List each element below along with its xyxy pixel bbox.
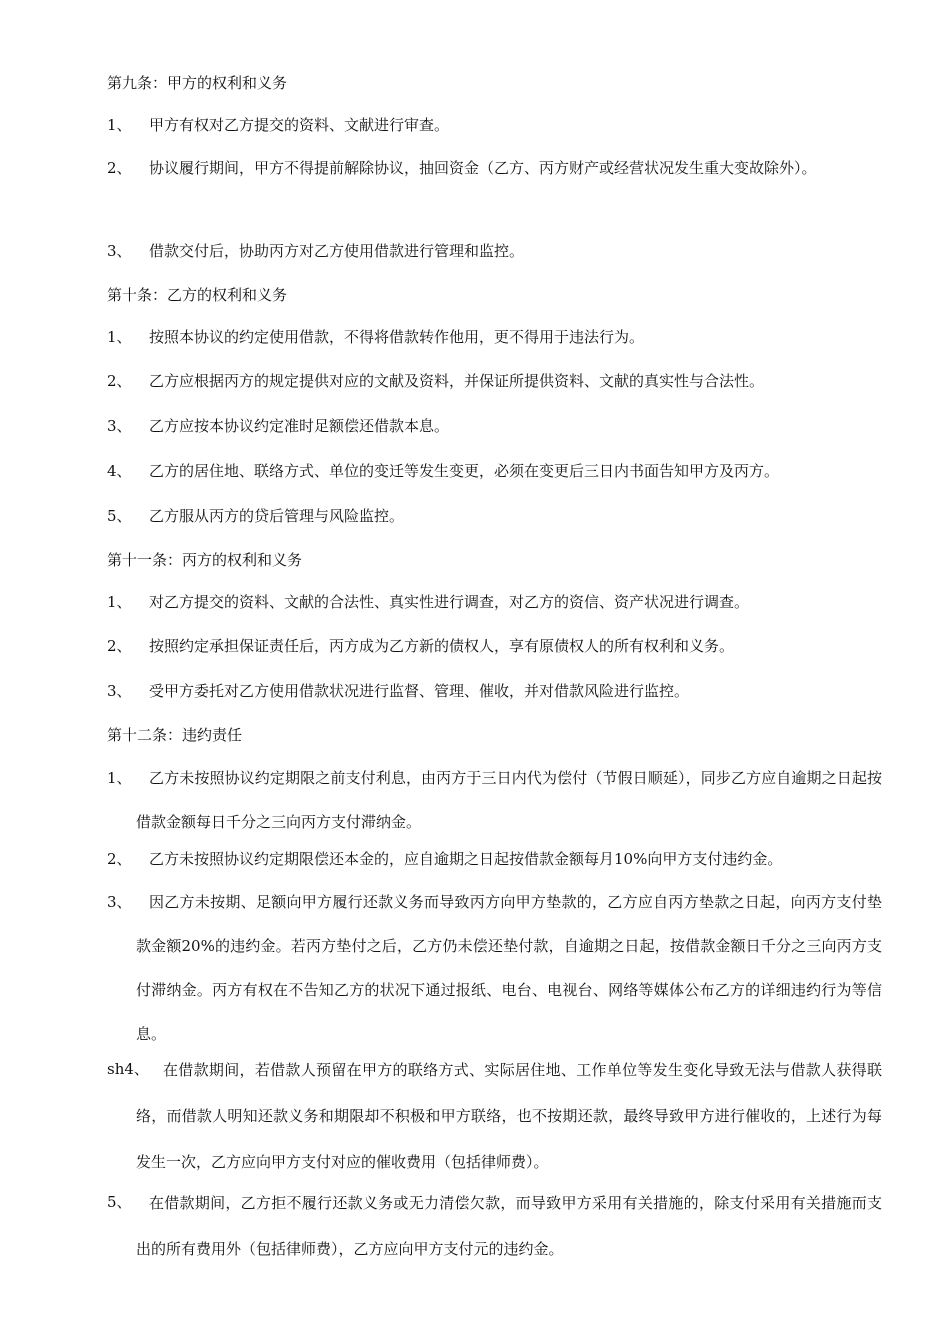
- article-11-item-2: [107, 635, 882, 657]
- article-10-item-3: [107, 415, 882, 437]
- article-10-heading: 第十条：乙方的权利和义务: [107, 286, 288, 304]
- item-number: 3、: [107, 242, 132, 260]
- item-text: 在借款期间，乙方拒不履行还款义务或无力清偿欠款，而导致甲方采用有关措施的，除支付采用有关措施而支出的所有费用外（包括律师费），乙方应向甲方支付元的违约金。: [136, 1194, 882, 1258]
- item-number: 3、: [107, 682, 132, 700]
- item-number: 1、: [107, 769, 132, 787]
- item-text: 乙方未按照协议约定期限偿还本金的，应自逾期之日起按借款金额每月10%向甲方支付违约金。: [149, 850, 783, 868]
- article-11-heading: 第十一条：丙方的权利和义务: [107, 551, 303, 569]
- article-10-item-4: [107, 460, 882, 482]
- article-10-item-5: [107, 505, 882, 527]
- item-number: 2、: [107, 637, 132, 655]
- item-text: 甲方有权对乙方提交的资料、文献进行审查。: [149, 116, 450, 134]
- item-text: 按照本协议的约定使用借款，不得将借款转作他用，更不得用于违法行为。: [149, 328, 645, 346]
- item-text: 乙方应根据丙方的规定提供对应的文献及资料，并保证所提供资料、文献的真实性与合法性。: [149, 372, 765, 390]
- article-11-item-3: [107, 680, 882, 702]
- article-9-item-2: [107, 146, 882, 190]
- article-12-item-2: [107, 848, 882, 870]
- article-12-item-4: [107, 1047, 882, 1185]
- item-number: 5、: [107, 1193, 132, 1211]
- item-text: 受甲方委托对乙方使用借款状况进行监督、管理、催收，并对借款风险进行监控。: [149, 682, 690, 700]
- article-9-item-3: [107, 240, 882, 262]
- item-number: 2、: [107, 372, 132, 390]
- item-number: 5、: [107, 507, 132, 525]
- item-number: 3、: [107, 893, 132, 911]
- article-12-heading: 第十二条：违约责任: [107, 726, 243, 744]
- item-number: 1、: [107, 593, 132, 611]
- article-10-item-1: [107, 326, 882, 348]
- item-text: 乙方的居住地、联络方式、单位的变迁等发生变更，必须在变更后三日内书面告知甲方及丙方。: [149, 462, 780, 480]
- item-number: 1、: [107, 116, 132, 134]
- item-text: 协议履行期间，甲方不得提前解除协议，抽回资金（乙方、丙方财产或经营状况发生重大变故除外）。: [149, 159, 817, 177]
- article-12-item-3: [107, 880, 882, 1056]
- item-number: 4、: [107, 462, 132, 480]
- item-number: 1、: [107, 328, 132, 346]
- item-text: 因乙方未按期、足额向甲方履行还款义务而导致丙方向甲方垫款的，乙方应自丙方垫款之日起，向丙方支付垫款金额20%的违约金。若丙方垫付之后，乙方仍未偿还垫付款，自逾期之日起，按借款金额日千分之三向丙方支付滞纳金。丙方有权在不告知乙方的状况下通过报纸、电台、电视台、网络等媒体公布乙方的详细违约行为等信息。: [136, 893, 882, 1043]
- item-number: sh4、: [107, 1060, 149, 1078]
- article-12-item-5: [107, 1180, 882, 1272]
- item-text: 借款交付后，协助丙方对乙方使用借款进行管理和监控。: [149, 242, 525, 260]
- item-number: 3、: [107, 417, 132, 435]
- article-12-item-1: [107, 756, 882, 844]
- item-text: 对乙方提交的资料、文献的合法性、真实性进行调查，对乙方的资信、资产状况进行调查。: [149, 593, 750, 611]
- article-11-item-1: [107, 591, 882, 613]
- article-9-item-1: [107, 114, 882, 136]
- item-text: 在借款期间，若借款人预留在甲方的联络方式、实际居住地、工作单位等发生变化导致无法与借款人获得联络，而借款人明知还款义务和期限却不积极和甲方联络，也不按期还款，最终导致甲方进行催收的，上述行为每发生一次，乙方应向甲方支付对应的催收费用（包括律师费）。: [136, 1061, 882, 1171]
- item-text: 乙方未按照协议约定期限之前支付利息，由丙方于三日内代为偿付（节假日顺延），同步乙方应自逾期之日起按借款金额每日千分之三向丙方支付滞纳金。: [136, 769, 882, 831]
- article-10-item-2: [107, 370, 882, 392]
- item-text: 乙方应按本协议约定准时足额偿还借款本息。: [149, 417, 450, 435]
- item-number: 2、: [107, 159, 132, 177]
- item-text: 按照约定承担保证责任后，丙方成为乙方新的债权人，享有原债权人的所有权利和义务。: [149, 637, 735, 655]
- item-text: 乙方服从丙方的贷后管理与风险监控。: [149, 507, 405, 525]
- article-9-heading: 第九条：甲方的权利和义务: [107, 74, 288, 92]
- item-number: 2、: [107, 850, 132, 868]
